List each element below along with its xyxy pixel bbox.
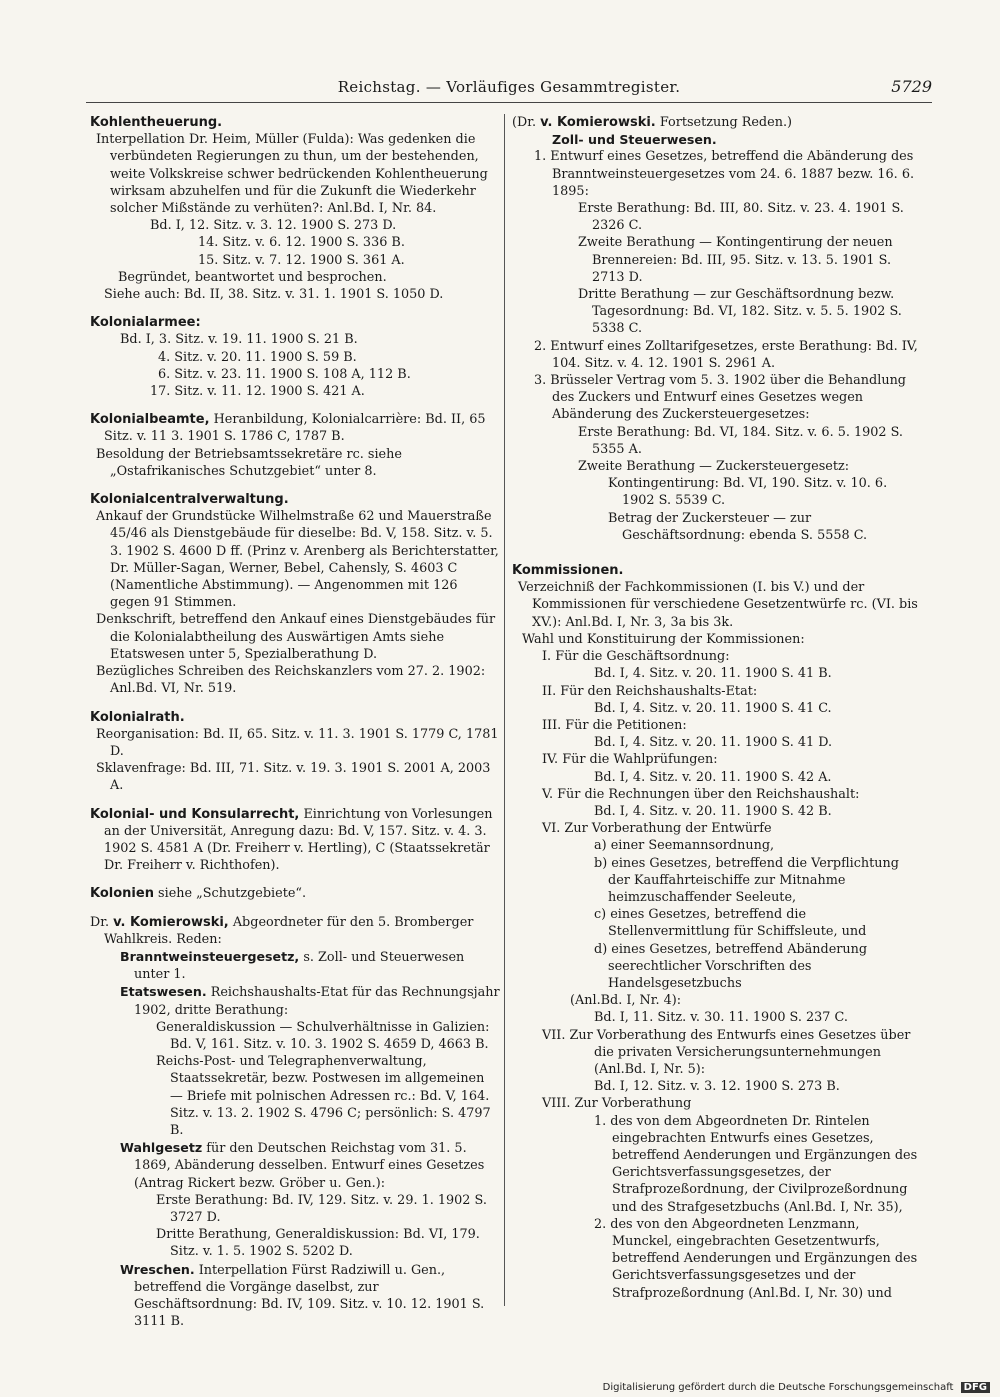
entry-text: Dritte Berathung — zur Geschäftsordnung bezw. Tagesordnung: Bd. VI, 182. Sitz. v. 5. 5. 1902 S. 5338 C.	[578, 287, 902, 337]
entry-heading: Kolonialrath.	[90, 709, 185, 725]
entry-text: Betrag der Zuckersteuer — zur Geschäftsordnung: ebenda S. 5558 C.	[608, 510, 868, 543]
entry-text: (Anl.Bd. I, Nr. 4):	[570, 993, 682, 1009]
entry-text: Zweite Berathung — Kontingentirung der neuen Brennereien: Bd. III, 95. Sitz. v. 13. 5. 1901 S. 2713 D.	[578, 235, 893, 285]
entry-kolonien	[90, 885, 500, 902]
entry-text: Reorganisation: Bd. II, 65. Sitz. v. 11. 3. 1901 S. 1779 C, 1781 D.	[96, 726, 499, 759]
left-column	[90, 114, 500, 1341]
entry-ref: Bd. I, 4. Sitz. v. 20. 11. 1900 S. 41 C.	[594, 700, 832, 716]
entry-text: Erste Berathung: Bd. III, 80. Sitz. v. 23. 4. 1901 S. 2326 C.	[578, 201, 904, 234]
entry-text: Zweite Berathung — Zuckersteuergesetz:	[578, 459, 850, 475]
subheading: Wreschen.	[120, 1261, 195, 1277]
entry-komierowski	[90, 914, 500, 1331]
entry-ref: Bd. I, 4. Sitz. v. 20. 11. 1900 S. 42 B.	[594, 803, 832, 819]
name-prefix: Dr.	[90, 914, 110, 930]
entry-heading: Kolonialarmee:	[90, 315, 201, 331]
commission-item: VIII. Zur Vorberathung	[542, 1096, 692, 1112]
entry-text: Verzeichniß der Fachkommissionen (I. bis V.) und der Kommissionen für verschiedene Gesetzentwürfe rc. (VI. bis XV.): Anl.Bd. I, Nr. 3, 3a bis 3k.	[518, 580, 918, 630]
entry-ref: 6. Sitz. v. 23. 11. 1900 S. 108 A, 112 B.	[158, 366, 411, 382]
entry-text: Denkschrift, betreffend den Ankauf eines Dienstgebäudes für die Kolonialabtheilung des Auswärtigen Amts siehe Etatswesen unter 5, Spezialberathung D.	[96, 612, 496, 662]
dfg-logo: DFG	[961, 1382, 990, 1393]
entry-ref: Bd. I, 4. Sitz. v. 20. 11. 1900 S. 41 D.	[594, 735, 833, 751]
entry-note: Siehe auch: Bd. II, 38. Sitz. v. 31. 1. 1901 S. 1050 D.	[104, 287, 444, 303]
entry-ref: Bd. I, 12. Sitz. v. 3. 12. 1900 S. 273 D.	[150, 218, 397, 234]
entry-ref: 14. Sitz. v. 6. 12. 1900 S. 336 B.	[198, 235, 405, 251]
entry-text: 1. des von dem Abgeordneten Dr. Rintelen eingebrachten Entwurfs eines Gesetzes, betreffend Aenderungen und Ergänzungen des Gerichtsverfassungsgesetzes, der Strafprozeßordnung, der Civilprozeßordnung und des Strafgesetzbuchs (Anl.Bd. I, Nr. 35),	[594, 1113, 918, 1215]
entry-heading: v. Komierowski.	[540, 115, 656, 130]
entry-text: 3. Brüsseler Vertrag vom 5. 3. 1902 über die Behandlung des Zuckers und Entwurf eines Gesetzes wegen Abänderung des Zuckersteuergesetzes:	[534, 373, 906, 423]
entry-kolonialbeamte	[90, 411, 500, 480]
commission-item: VI. Zur Vorberathung der Entwürfe	[542, 821, 772, 837]
entry-text: b) eines Gesetzes, betreffend die Verpflichtung der Kauffahrteischiffe zur Mitnahme heimzuschaffender Seeleute,	[594, 855, 899, 905]
entry-text: für den Deutschen Reichstag vom 31. 5. 1869, Abänderung desselben. Entwurf eines Gesetzes (Antrag Rickert bezw. Gröber u. Gen.):	[134, 1141, 485, 1191]
entry-text: d) eines Gesetzes, betreffend Abänderung seerechtlicher Vorschriften des Handelsgesetzbuchs	[594, 941, 868, 991]
entry-note: Begründet, beantwortet und besprochen.	[118, 269, 387, 285]
entry-text: Wahl und Konstituirung der Kommissionen:	[522, 631, 805, 647]
entry-text: Besoldung der Betriebsamtssekretäre rc. siehe „Ostafrikanisches Schutzgebiet“ unter 8.	[96, 446, 402, 479]
entry-konsularrecht	[90, 806, 500, 875]
entry-text: c) eines Gesetzes, betreffend die Stellenvermittlung für Schiffsleute, und	[594, 907, 867, 940]
page-number: 5729	[891, 77, 932, 96]
entry-zoll-steuerwesen	[512, 131, 918, 544]
entry-ref: 17. Sitz. v. 11. 12. 1900 S. 421 A.	[150, 384, 365, 400]
entry-kohlentheuerung	[90, 114, 500, 303]
header-title: Reichstag. — Vorläufiges Gesammtregister.	[337, 78, 681, 96]
entry-text: Heranbildung, Kolonialcarrière: Bd. II, 65 Sitz. v. 11 3. 1901 S. 1786 C, 1787 B.	[104, 412, 486, 445]
entry-text: 2. Entwurf eines Zolltarifgesetzes, erste Berathung: Bd. IV, 104. Sitz. v. 4. 12. 1901 S. 2961 A.	[534, 338, 918, 371]
entry-text: Dritte Berathung, Generaldiskussion: Bd. VI, 179. Sitz. v. 1. 5. 1902 S. 5202 D.	[156, 1227, 480, 1260]
entry-ref: Bd. I, 3. Sitz. v. 19. 11. 1900 S. 21 B.	[120, 332, 358, 348]
commission-item: III. Für die Petitionen:	[542, 717, 687, 733]
entry-ref: 4. Sitz. v. 20. 11. 1900 S. 59 B.	[158, 349, 357, 365]
entry-text: 2. des von den Abgeordneten Lenzmann, Munckel, eingebrachten Gesetzentwurfs, betreffend Aenderungen und Ergänzungen des Gerichtsverfassungsgesetzes und der Strafprozeßordnung (Anl.Bd. I, Nr. 30) und	[594, 1216, 918, 1301]
subheading: Wahlgesetz	[120, 1140, 203, 1156]
entry-heading: Kolonialcentralverwaltung.	[90, 492, 289, 508]
entry-text: Reichshaushalts-Etat für das Rechnungsjahr 1902, dritte Berathung:	[134, 985, 500, 1018]
entry-text: Einrichtung von Vorlesungen an der Universität, Anregung dazu: Bd. V, 157. Sitz. v. 4. 3. 1902 S. 4581 A (Dr. Freiherr v. Hertling), C (Staatssekretär Dr. Freiherr v. Richthofen).	[104, 806, 493, 874]
entry-ref: Bd. I, 4. Sitz. v. 20. 11. 1900 S. 42 A.	[594, 769, 832, 785]
entry-text: Erste Berathung: Bd. VI, 184. Sitz. v. 6. 5. 1902 S. 5355 A.	[578, 424, 903, 457]
entry-text: Ankauf der Grundstücke Wilhelmstraße 62 und Mauerstraße 45/46 als Dienstgebäude für dieselbe: Bd. V, 158. Sitz. v. 5. 3. 1902 S. 4600 D ff. (Prinz v. Arenberg als Berichterstatter, Dr. Müller-Sagan, Werner, Bebel, Cahensly, S. 4603 C (Namentliche Abstimmung). — Angenommen mit 126 gegen 91 Stimmen.	[96, 509, 499, 611]
entry-kommissionen	[512, 562, 918, 1302]
entry-text: Reichs-Post- und Telegraphenverwaltung, Staatssekretär, bezw. Postwesen im allgemeinen — Briefe mit polnischen Adressen rc.: Bd. V, 164. Sitz. v. 13. 2. 1902 S. 4796 C; persönlich: S. 4797 B.	[156, 1054, 491, 1138]
entry-heading: Kolonien	[90, 886, 154, 902]
entry-ref: Bd. I, 11. Sitz. v. 30. 11. 1900 S. 237 C.	[594, 1010, 848, 1026]
entry-text: Fortsetzung Reden.)	[659, 115, 792, 130]
running-header	[86, 76, 932, 103]
entry-text: a) einer Seemannsordnung,	[594, 838, 775, 854]
commission-item: IV. Für die Wahlprüfungen:	[542, 752, 718, 768]
commission-item: VII. Zur Vorberathung des Entwurfs eines Gesetzes über die privaten Versicherungsunternehmungen (Anl.Bd. I, Nr. 5):	[542, 1027, 911, 1077]
entry-text: Interpellation Dr. Heim, Müller (Fulda): Was gedenken die verbündeten Regierungen zu thun, um der bestehenden, weite Volkskreise schwer bedrückenden Kohlentheuerung wirksam abzuhelfen und für die Zukunft die Wiederkehr solcher Mißstände zu verhüten?: Anl.Bd. I, Nr. 84.	[96, 132, 488, 217]
credit-text: Digitalisierung gefördert durch die Deutsche Forschungsgemeinschaft	[602, 1382, 954, 1393]
entry-heading: Kolonialbeamte,	[90, 412, 210, 428]
entry-ref: 15. Sitz. v. 7. 12. 1900 S. 361 A.	[198, 252, 405, 268]
entry-heading: Kommissionen.	[512, 563, 624, 579]
right-column	[512, 114, 918, 1313]
subheading: Branntweinsteuergesetz,	[120, 948, 300, 964]
entry-text: Bezügliches Schreiben des Reichskanzlers vom 27. 2. 1902: Anl.Bd. VI, Nr. 519.	[96, 664, 486, 697]
entry-heading: Kohlentheuerung.	[90, 115, 223, 130]
subheading: Zoll- und Steuerwesen.	[552, 132, 717, 148]
entry-kolonialcentralverwaltung	[90, 491, 500, 697]
entry-kolonialrath	[90, 709, 500, 795]
entry-text: Kontingentirung: Bd. VI, 190. Sitz. v. 10. 6. 1902 S. 5539 C.	[608, 476, 888, 509]
name-prefix: (Dr.	[512, 115, 537, 130]
commission-item: V. Für die Rechnungen über den Reichshaushalt:	[542, 786, 860, 802]
entry-text: Sklavenfrage: Bd. III, 71. Sitz. v. 19. 3. 1901 S. 2001 A, 2003 A.	[96, 761, 491, 794]
digitization-credit	[603, 1382, 990, 1393]
entry-text: Generaldiskussion — Schulverhältnisse in Galizien: Bd. V, 161. Sitz. v. 10. 3. 1902 S. 4659 D, 4663 B.	[156, 1019, 490, 1052]
entry-heading: v. Komierowski,	[113, 914, 229, 930]
subheading: Etatswesen.	[120, 984, 207, 1000]
entry-text: s. Zoll- und Steuerwesen unter 1.	[134, 949, 465, 983]
commission-item: I. Für die Geschäftsordnung:	[542, 649, 730, 665]
entry-ref: Bd. I, 4. Sitz. v. 20. 11. 1900 S. 41 B.	[594, 666, 832, 682]
entry-text: Abgeordneter für den 5. Bromberger Wahlkreis. Reden:	[104, 914, 474, 947]
entry-text: Interpellation Fürst Radziwill u. Gen., betreffend die Vorgänge daselbst, zur Geschäftsordnung: Bd. IV, 109. Sitz. v. 10. 12. 1901 S. 3111 B.	[134, 1262, 485, 1330]
entry-text: 1. Entwurf eines Gesetzes, betreffend die Abänderung des Branntweinsteuergesetzes vom 24. 6. 1887 bezw. 16. 6. 1895:	[534, 149, 915, 199]
entry-text: Erste Berathung: Bd. IV, 129. Sitz. v. 29. 1. 1902 S. 3727 D.	[156, 1192, 487, 1225]
entry-text: siehe „Schutzgebiete“.	[158, 886, 307, 902]
commission-item: II. Für den Reichshaushalts-Etat:	[542, 683, 758, 699]
entry-kolonialarmee	[90, 314, 500, 400]
column-divider	[504, 114, 505, 1306]
entry-heading: Kolonial- und Konsularrecht,	[90, 806, 300, 822]
entry-ref: Bd. I, 12. Sitz. v. 3. 12. 1900 S. 273 B.	[594, 1079, 840, 1095]
